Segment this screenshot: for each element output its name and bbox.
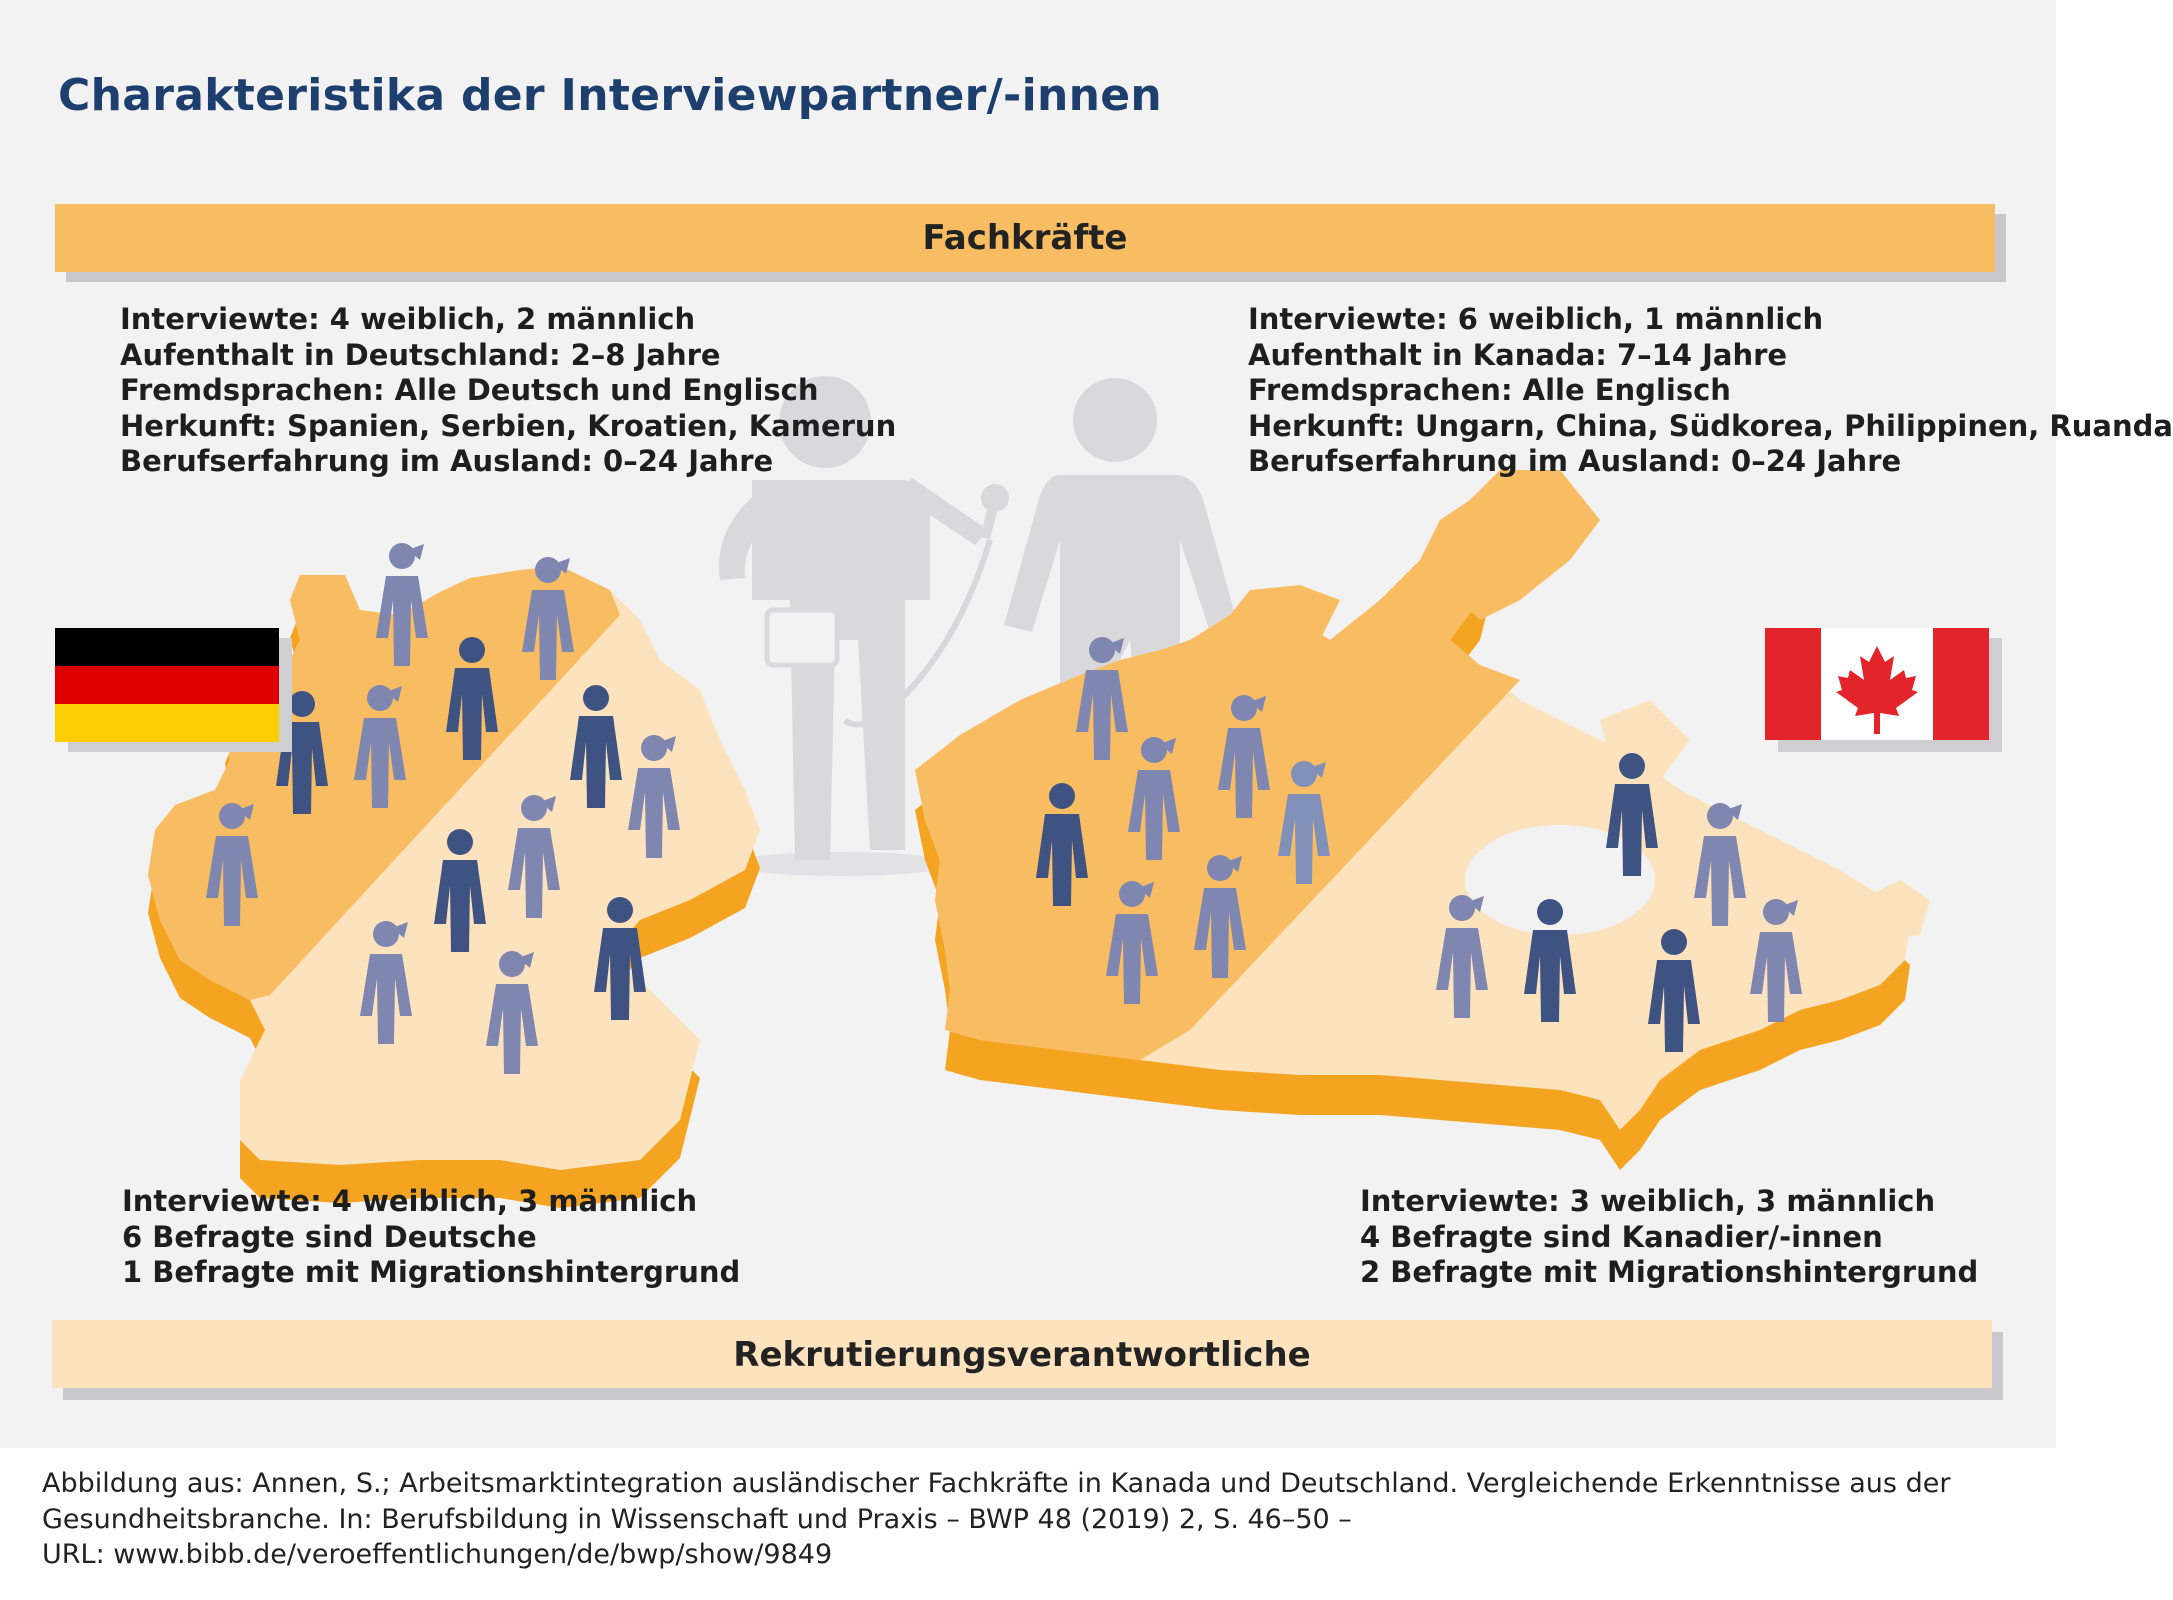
info-line: 6 Befragte sind Deutsche — [122, 1219, 537, 1254]
info-line: Aufenthalt in Deutschland: 2–8 Jahre — [120, 337, 721, 372]
canada-rekrutierung-info — [1360, 1184, 1978, 1291]
info-line: Herkunft: Spanien, Serbien, Kroatien, Kamerun — [120, 408, 897, 443]
info-line: Aufenthalt in Kanada: 7–14 Jahre — [1248, 337, 1788, 372]
citation-line: URL: www.bibb.de/veroeffentlichungen/de/bwp/show/9849 — [42, 1539, 833, 1570]
band-fachkraefte: Fachkräfte — [55, 204, 1995, 272]
info-line: 4 Befragte sind Kanadier/-innen — [1360, 1219, 1883, 1254]
page-title: Charakteristika der Interviewpartner/-innen — [58, 70, 1162, 121]
info-line: Interviewte: 6 weiblich, 1 männlich — [1248, 302, 1824, 336]
canada-flag-icon — [1765, 628, 2002, 752]
info-line: Fremdsprachen: Alle Deutsch und Englisch — [120, 373, 819, 407]
germany-fachkraefte-info — [120, 302, 896, 480]
germany-rekrutierung-info — [122, 1184, 740, 1291]
info-line: Berufserfahrung im Ausland: 0–24 Jahre — [1248, 444, 1902, 478]
info-line: 1 Befragte mit Migrationshintergrund — [122, 1255, 741, 1289]
info-line: Fremdsprachen: Alle Englisch — [1248, 373, 1731, 407]
citation-line: Gesundheitsbranche. In: Berufsbildung in Wissenschaft und Praxis – BWP 48 (2019) 2, S. 46–50 – — [42, 1503, 1352, 1535]
info-line: Interviewte: 4 weiblich, 3 männlich — [122, 1184, 698, 1218]
citation-line: Abbildung aus: Annen, S.; Arbeitsmarktintegration ausländischer Fachkräfte in Kanada und Deutschland. Vergleichende Erkenntnisse aus der — [42, 1468, 1951, 1499]
band-rekrutierung: Rekrutierungsverantwortliche — [52, 1320, 1992, 1388]
info-line: Herkunft: Ungarn, China, Südkorea, Philippinen, Ruanda — [1248, 408, 2173, 443]
info-line: Interviewte: 3 weiblich, 3 männlich — [1360, 1184, 1936, 1218]
info-line: Berufserfahrung im Ausland: 0–24 Jahre — [120, 444, 774, 478]
germany-flag-icon — [55, 628, 292, 752]
info-line: Interviewte: 4 weiblich, 2 männlich — [120, 302, 696, 336]
canada-fachkraefte-info — [1248, 302, 2173, 480]
source-citation — [42, 1466, 1950, 1573]
info-line: 2 Befragte mit Migrationshintergrund — [1360, 1255, 1979, 1289]
